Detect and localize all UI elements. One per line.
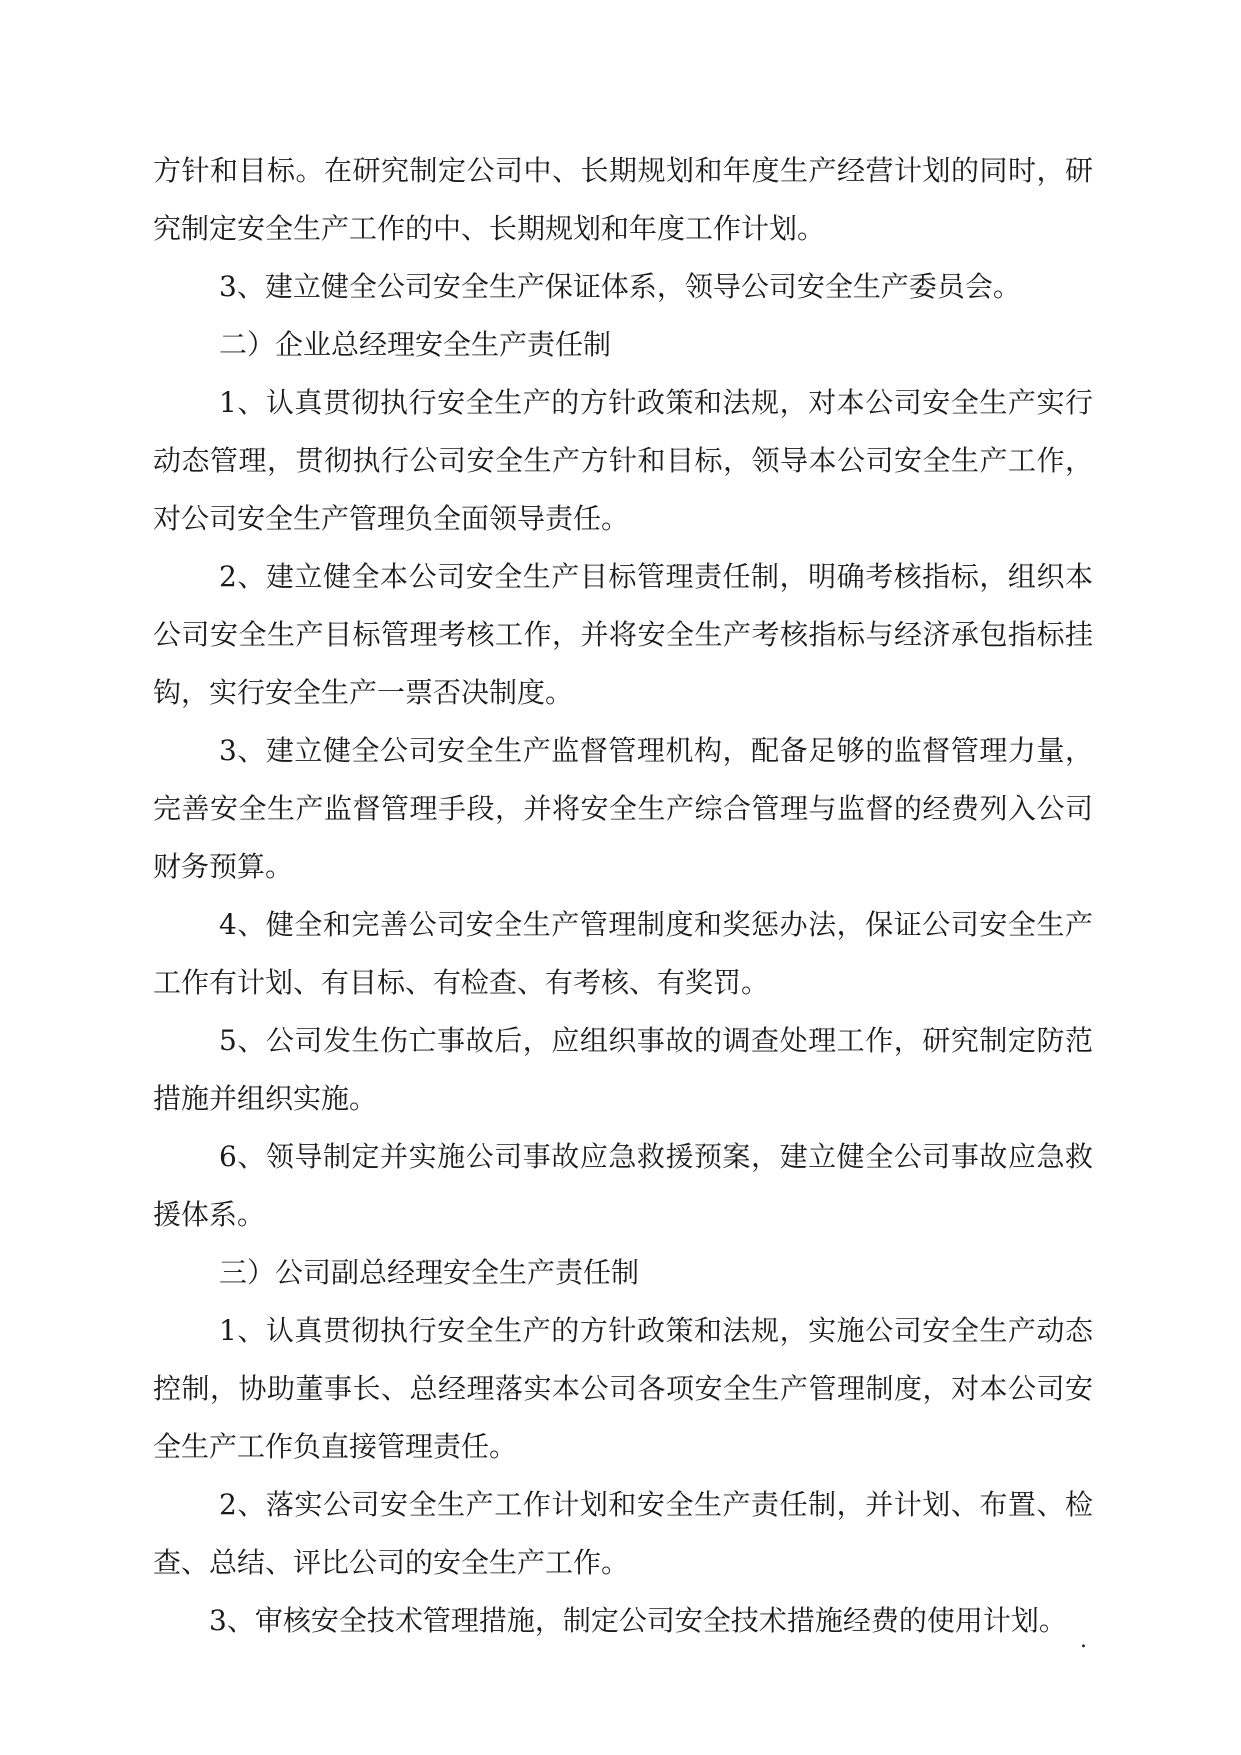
paragraph-gm-item-5: 5、公司发生伤亡事故后，应组织事故的调查处理工作，研究制定防范措施并组织实施。 — [153, 1024, 1093, 1115]
paragraph-gm-item-4: 4、健全和完善公司安全生产管理制度和奖惩办法，保证公司安全生产工作有计划、有目标、有检查、有考核、有奖罚。 — [153, 908, 1093, 999]
paragraph-gm-item-1: 1、认真贯彻执行安全生产的方针政策和法规，对本公司安全生产实行动态管理，贯彻执行公司安全生产方针和目标，领导本公司安全生产工作，对公司安全生产管理负全面领导责任。 — [153, 386, 1093, 535]
paragraph-gm-item-6: 6、领导制定并实施公司事故应急救援预案，建立健全公司事故应急救援体系。 — [153, 1140, 1093, 1231]
paragraph-deputy-item-1: 1、认真贯彻执行安全生产的方针政策和法规，实施公司安全生产动态控制，协助董事长、总经理落实本公司各项安全生产管理制度，对本公司安全生产工作负直接管理责任。 — [153, 1314, 1093, 1463]
paragraph-gm-item-2: 2、建立健全本公司安全生产目标管理责任制，明确考核指标，组织本公司安全生产目标管理考核工作，并将安全生产考核指标与经济承包指标挂钩，实行安全生产一票否决制度。 — [153, 560, 1093, 709]
paragraph-item-3-safety-system: 3、建立健全公司安全生产保证体系，领导公司安全生产委员会。 — [219, 270, 1021, 303]
page-mark: . — [1080, 1628, 1087, 1653]
paragraph-gm-item-3: 3、建立健全公司安全生产监督管理机构，配备足够的监督管理力量，完善安全生产监督管理手段，并将安全生产综合管理与监督的经费列入公司财务预算。 — [153, 734, 1093, 883]
paragraph-deputy-item-2: 2、落实公司安全生产工作计划和安全生产责任制，并计划、布置、检查、总结、评比公司的安全生产工作。 — [153, 1488, 1093, 1579]
section-heading-deputy-manager: 三）公司副总经理安全生产责任制 — [219, 1256, 640, 1289]
section-heading-general-manager: 二）企业总经理安全生产责任制 — [219, 328, 612, 361]
document-body — [153, 142, 1093, 1650]
paragraph-deputy-item-3: 3、审核安全技术管理措施，制定公司安全技术措施经费的使用计划。 — [209, 1604, 1067, 1637]
paragraph-continuation: 方针和目标。在研究制定公司中、长期规划和年度生产经营计划的同时，研究制定安全生产工作的中、长期规划和年度工作计划。 — [153, 154, 1093, 245]
